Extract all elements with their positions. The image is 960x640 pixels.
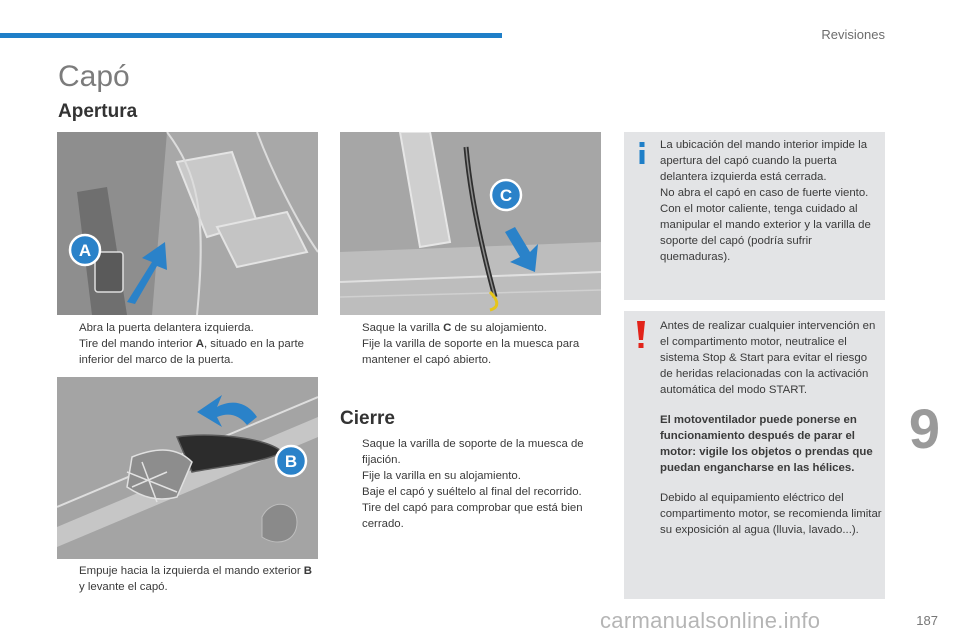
cierre-heading: Cierre [340, 408, 395, 429]
apertura-heading: Apertura [58, 101, 138, 122]
list-item: Fije la varilla en su alojamiento. [362, 470, 521, 482]
section-name: Revisiones [821, 27, 885, 42]
page-title: Capó [58, 60, 130, 93]
info-note-text [660, 137, 882, 265]
list-item: Tire del capó para comprobar que está bien cerrado. [362, 502, 583, 530]
info-paragraph: No abra el capó en caso de fuerte viento. [660, 187, 869, 199]
photo-interior-lever [57, 132, 318, 315]
step1-list [57, 320, 319, 368]
list-item: Empuje hacia la izquierda el mando exterior B y levante el capó. [79, 565, 313, 593]
list-item: Tire del mando interior A, situado en la parte inferior del marco de la puerta. [79, 338, 304, 366]
step2-list [57, 563, 319, 595]
cierre-list [340, 436, 602, 532]
list-item: Saque la varilla de soporte de la muesca de fijación. [362, 438, 584, 466]
warning-paragraph: Debido al equipamiento eléctrico del compartimento motor, se recomienda limitar su exposición al agua (lluvia, lavado...). [660, 492, 882, 536]
watermark: carmanualsonline.info [600, 608, 821, 633]
info-paragraph: Con el motor caliente, tenga cuidado al manipular el mando exterior y la varilla de soporte del capó (podría sufrir quemaduras). [660, 203, 871, 263]
warning-note-text [660, 318, 882, 538]
warning-icon [636, 321, 646, 349]
list-item: Saque la varilla C de su alojamiento. [362, 322, 547, 334]
label-a: A [78, 241, 92, 260]
label-b: B [284, 452, 298, 471]
warning-note [624, 311, 885, 599]
info-paragraph: La ubicación del mando interior impide la apertura del capó cuando la puerta delantera izquierda está cerrada. [660, 139, 868, 183]
page-number: 187 [916, 613, 938, 628]
list-item: Fije la varilla de soporte en la muesca para mantener el capó abierto. [362, 338, 580, 366]
header-accent-bar [0, 33, 502, 38]
warning-paragraph: Antes de realizar cualquier intervención en el compartimento motor, neutralice el sistema Stop & Start para evitar el riesgo de heridas relacionadas con la activación automática del modo START. [660, 320, 876, 396]
step3-list [340, 320, 602, 368]
chapter-number: 9 [908, 397, 940, 460]
photo-exterior-lever [57, 377, 318, 559]
warning-paragraph-bold: El motoventilador puede ponerse en funcionamiento después de parar el motor: vigile los objetos o prendas que puedan engancharse en las hélices. [660, 414, 873, 474]
photo-support-rod [340, 132, 601, 315]
label-c: C [499, 186, 513, 205]
list-item: Baje el capó y suéltelo al final del recorrido. [362, 486, 582, 498]
list-item: Abra la puerta delantera izquierda. [79, 322, 254, 334]
info-note [624, 132, 885, 300]
info-icon [637, 142, 647, 164]
